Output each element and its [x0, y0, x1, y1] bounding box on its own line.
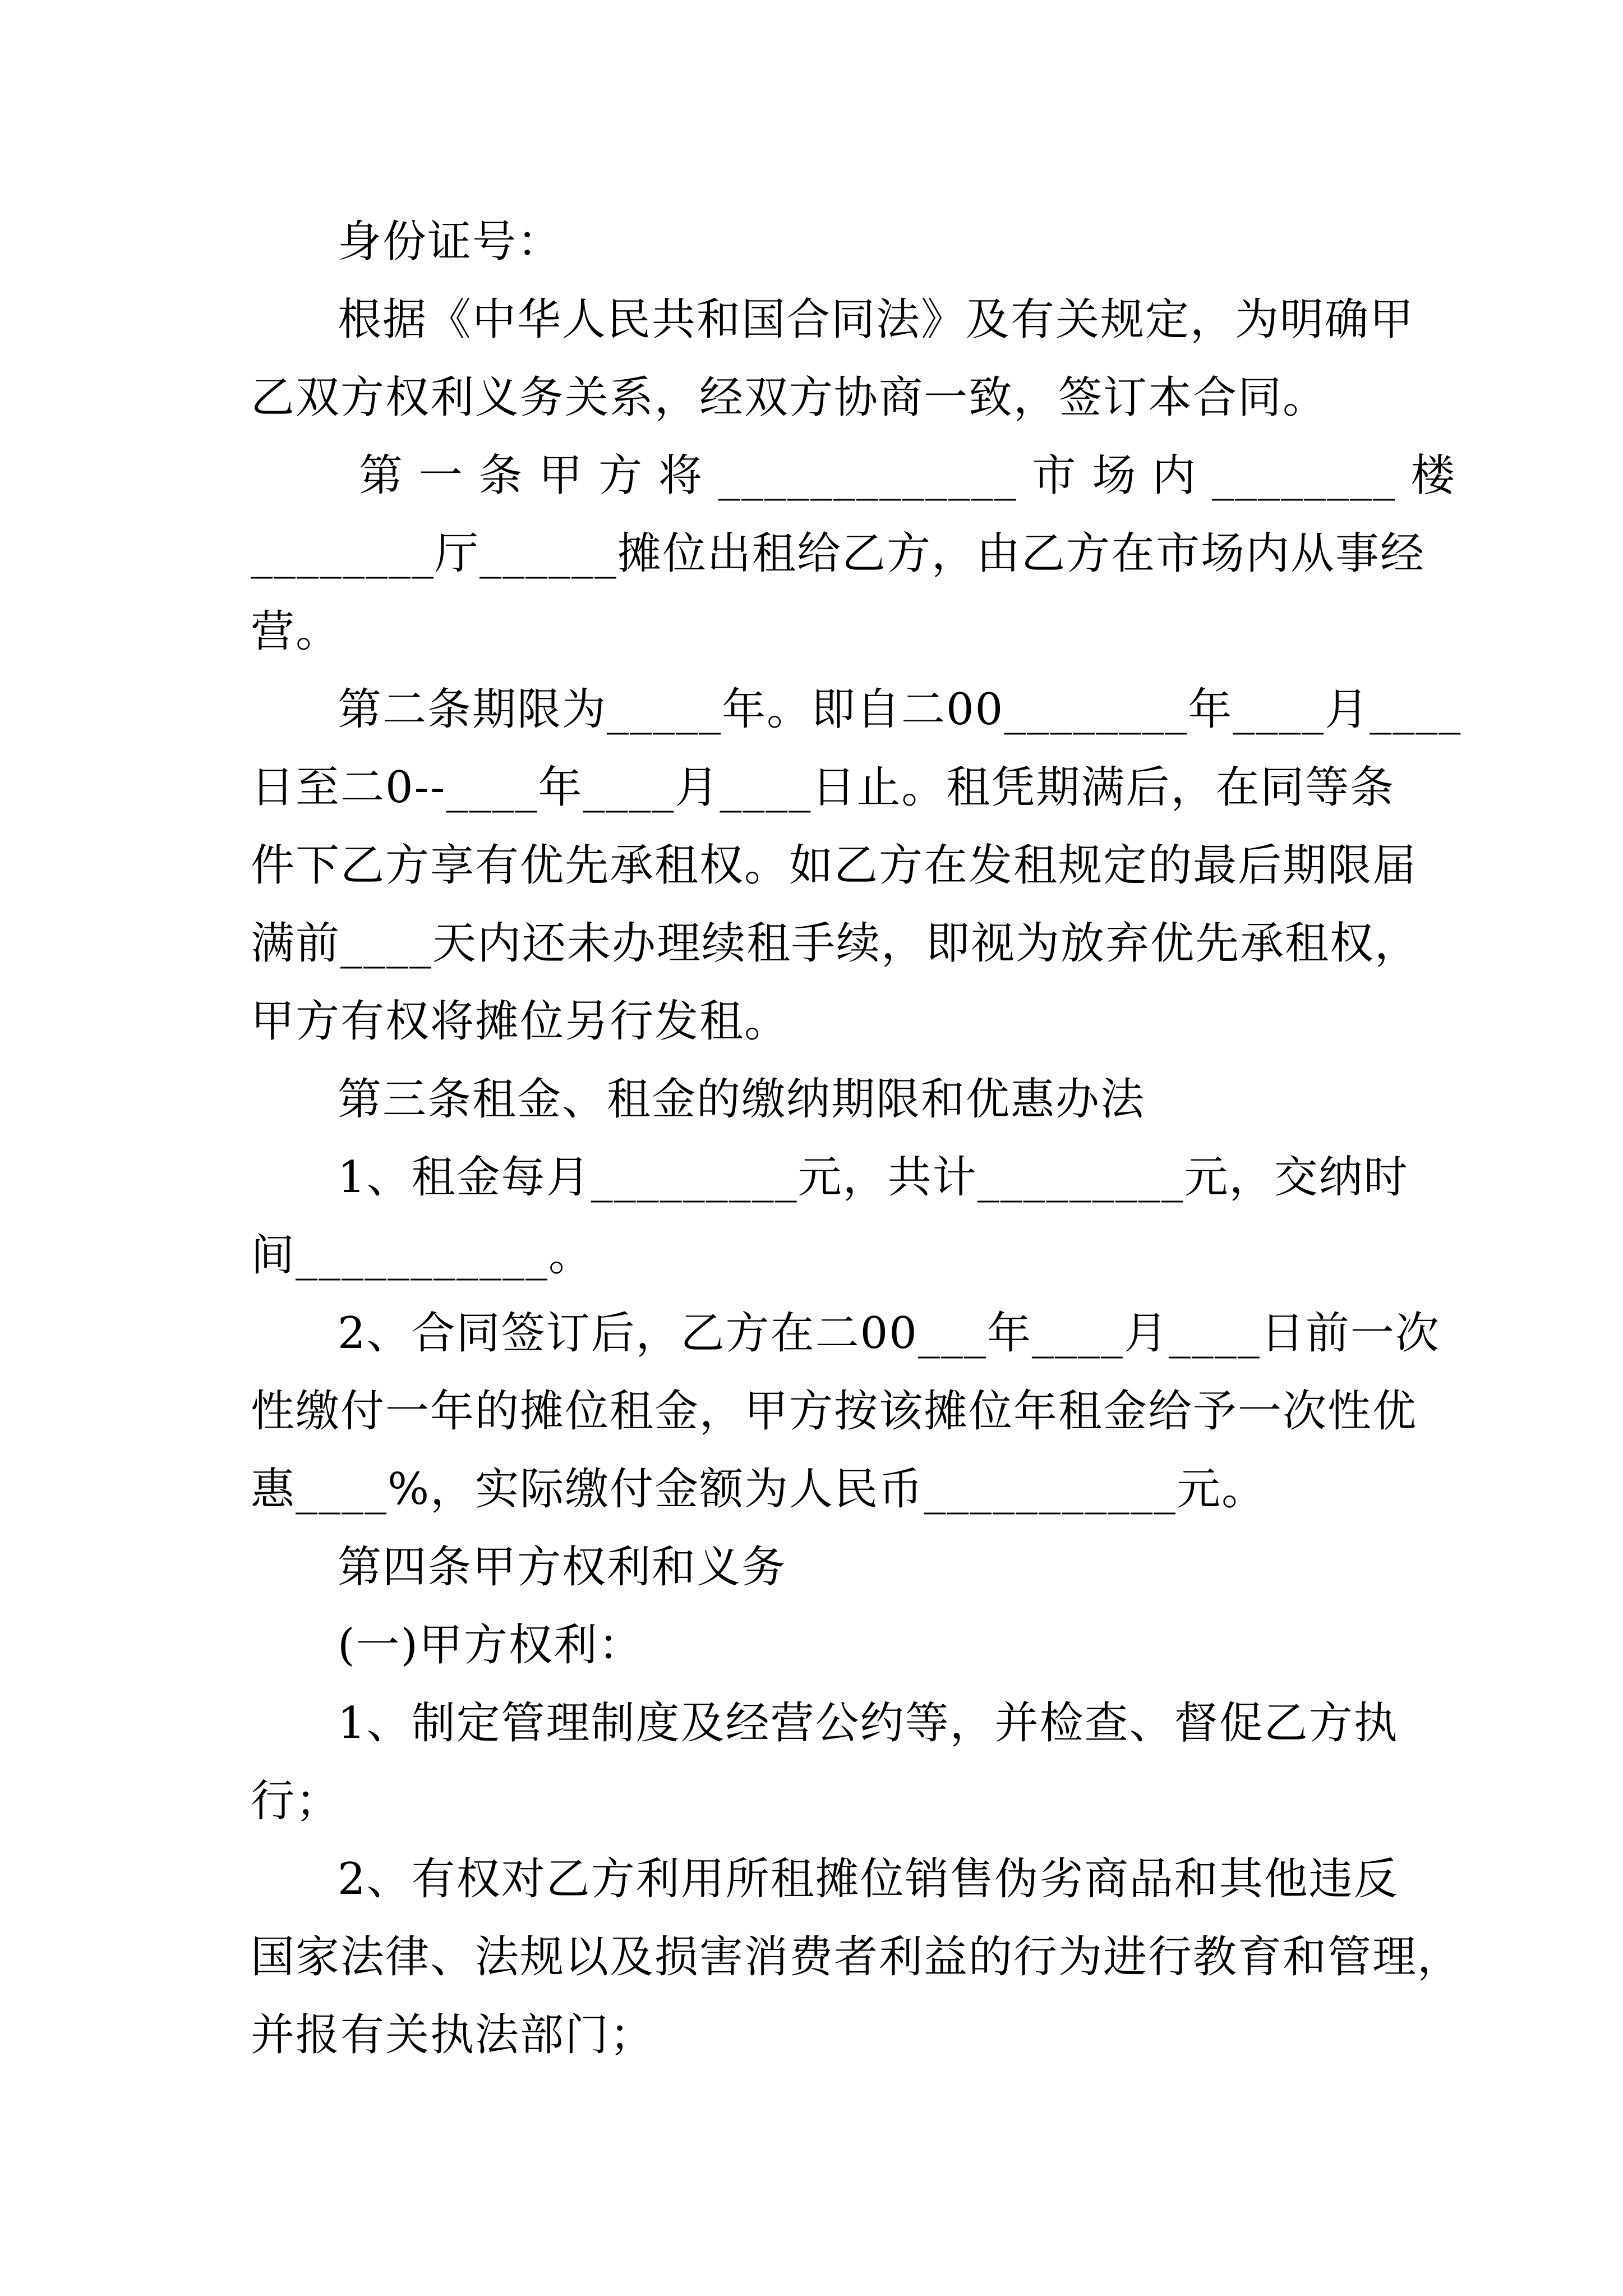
text-line-article4-item1-1: 1、制定管理制度及经营公约等，并检查、督促乙方执	[338, 1698, 1399, 1749]
text-line-id-number: 身份证号：	[338, 217, 562, 267]
text-line-article4-item2-2: 国家法律、法规以及损害消费者利益的行为进行教育和管理，	[251, 1932, 1463, 1982]
text-line-article4-item1-2: 行；	[251, 1776, 341, 1826]
text-line-article2-4: 满前____天内还未办理续租手续，即视为放弃优先承租权，	[251, 918, 1420, 969]
text-line-article2-1: 第二条期限为_____年。即自二00________年____月____	[338, 684, 1462, 735]
text-line-article3-item2-3: 惠____%，实际缴付金额为人民币___________元。	[251, 1464, 1267, 1515]
text-line-article2-2: 日至二0--____年____月____日止。租凭期满后，在同等条	[251, 762, 1395, 813]
text-line-preamble-2: 乙双方权利义务关系，经双方协商一致，签订本合同。	[251, 372, 1328, 423]
text-line-article4-item2-3: 并报有关执法部门；	[251, 2010, 655, 2060]
text-line-article4-subtitle: (一)甲方权利：	[338, 1620, 643, 1671]
text-line-article1-3: 营。	[251, 606, 341, 657]
text-line-article3-title: 第三条租金、租金的缴纳期限和优惠办法	[338, 1074, 1146, 1125]
text-line-article1-2: ________厅______摊位出租给乙方，由乙方在市场内从事经	[251, 528, 1426, 579]
text-line-article2-3: 件下乙方享有优先承租权。如乙方在发租规定的最后期限届	[251, 840, 1418, 891]
text-line-article1-1: 第 一 条 甲 方 将 _____________ 市 场 内 ________ 楼	[359, 450, 1456, 501]
text-line-preamble-1: 根据《中华人民共和国合同法》及有关规定，为明确甲	[338, 295, 1415, 345]
text-line-article3-item2-2: 性缴付一年的摊位租金，甲方按该摊位年租金给予一次性优	[251, 1386, 1418, 1437]
text-line-article4-item2-1: 2、有权对乙方利用所租摊位销售伪劣商品和其他违反	[338, 1854, 1399, 1904]
text-line-article2-5: 甲方有权将摊位另行发租。	[251, 996, 790, 1047]
text-line-article4-title: 第四条甲方权利和义务	[338, 1542, 787, 1593]
text-line-article3-item1-2: 间___________。	[251, 1230, 594, 1281]
text-line-article3-item1-1: 1、租金每月_________元，共计_________元，交纳时	[338, 1152, 1409, 1203]
text-line-article3-item2-1: 2、合同签订后，乙方在二00___年____月____日前一次	[338, 1308, 1440, 1359]
